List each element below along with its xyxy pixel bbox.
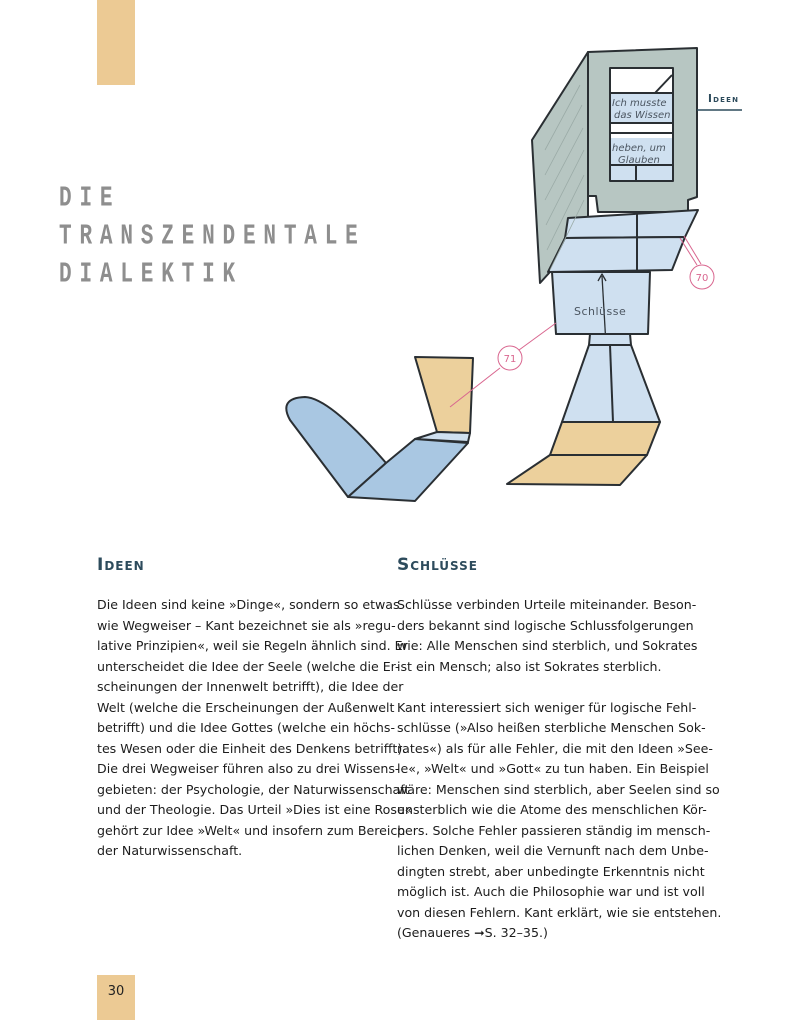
text-line: pers. Solche Fehler passieren ständig im mensch-	[397, 822, 711, 838]
tan-band	[550, 422, 660, 455]
text-line: gebieten: der Psychologie, der Naturwissenschaft	[97, 781, 410, 797]
text-line: von diesen Fehlern. Kant erklärt, wie sie entstehen.	[397, 904, 722, 920]
text-line: gehört zur Idee »Welt« und insofern zum Bereich	[97, 822, 406, 838]
section-paragraph-1	[397, 595, 698, 677]
text-line: (Genaueres ➞S. 32–35.)	[397, 925, 548, 940]
text-line: Kant interessiert sich weniger für logische Fehl-	[397, 699, 697, 715]
text-line: wie: Alle Menschen sind sterblich, und Sokrates	[397, 638, 698, 653]
text-line: tes Wesen oder die Einheit des Denkens betrifft).	[97, 740, 407, 756]
window-text-4: Glauben	[618, 155, 660, 166]
callout-70: 70	[695, 273, 709, 284]
tan-panel	[415, 357, 473, 433]
text-line: der Naturwissenschaft.	[97, 843, 243, 858]
text-line: unterscheidet die Idee der Seele (welche die Er-	[97, 658, 400, 674]
text-line: lichen Denken, weil die Vernunft nach dem Unbe-	[397, 843, 709, 858]
figure-label-ideen: Ideen	[708, 93, 740, 105]
text-line: Schlüsse verbinden Urteile miteinander. Beson-	[397, 597, 697, 612]
page-number-box	[97, 975, 135, 1020]
text-line: rates«) als für alle Fehler, die mit den Ideen »See-	[397, 740, 713, 756]
text-line: unsterblich wie die Atome des menschlichen Kör-	[397, 802, 707, 817]
window-text-3: heben, um	[612, 143, 666, 154]
text-line: scheinungen der Innenwelt betrifft), die Idee der	[97, 679, 404, 694]
callout-71: 71	[503, 354, 517, 365]
section-schluesse	[397, 555, 722, 944]
text-line: le«, »Welt« und »Gott« zu tun haben. Ein Beispiel	[397, 761, 709, 776]
text-line: wie Wegweiser – Kant bezeichnet sie als »regu-	[97, 617, 396, 633]
text-line: betrifft) und die Idee Gottes (welche ein höchs-	[97, 720, 396, 735]
text-line: Welt (welche die Erscheinungen der Außenwelt	[97, 699, 395, 715]
text-line: schlüsse (»Also heißen sterbliche Menschen Sok-	[397, 720, 706, 735]
section-heading-ideen: Ideen	[97, 555, 145, 575]
text-line: dingten strebt, aber unbedingte Erkenntnis nicht	[397, 863, 705, 879]
title-line-1: DIE	[59, 183, 121, 215]
title-line-3: DIALEKTIK	[59, 259, 243, 291]
text-line: möglich ist. Auch die Philosophie war und ist voll	[397, 884, 705, 899]
text-line: und der Theologie. Das Urteil »Dies ist eine Rose«	[97, 802, 413, 817]
text-line: Die Ideen sind keine »Dinge«, sondern so etwas	[97, 597, 400, 612]
text-line: wäre: Menschen sind sterblich, aber Seelen sind so	[397, 781, 720, 797]
section-ideen	[97, 555, 413, 862]
lower-step	[548, 237, 685, 272]
text-line: Die drei Wegweiser führen also zu drei Wissens-	[97, 761, 400, 776]
schluesse-box	[552, 272, 650, 334]
page-number: 30	[107, 984, 125, 999]
title-line-2: TRANSZENDENTALE	[59, 221, 366, 253]
text-line: ist ein Mensch; also ist Sokrates sterblich.	[397, 658, 662, 674]
schluesse-box-label: Schlüsse	[574, 305, 627, 318]
text-line: ders bekannt sind logische Schlussfolgerungen	[397, 617, 694, 633]
text-line: lative Prinzipien«, weil sie Regeln ähnlich sind. Er	[97, 638, 408, 653]
tan-floor	[507, 455, 647, 485]
section-body-ideen	[97, 595, 413, 862]
window-text-2: das Wissen	[614, 110, 671, 121]
section-paragraph-2	[397, 698, 722, 944]
section-heading-schluesse: Schlüsse	[397, 555, 478, 575]
window-text-1: Ich musste	[612, 98, 667, 109]
